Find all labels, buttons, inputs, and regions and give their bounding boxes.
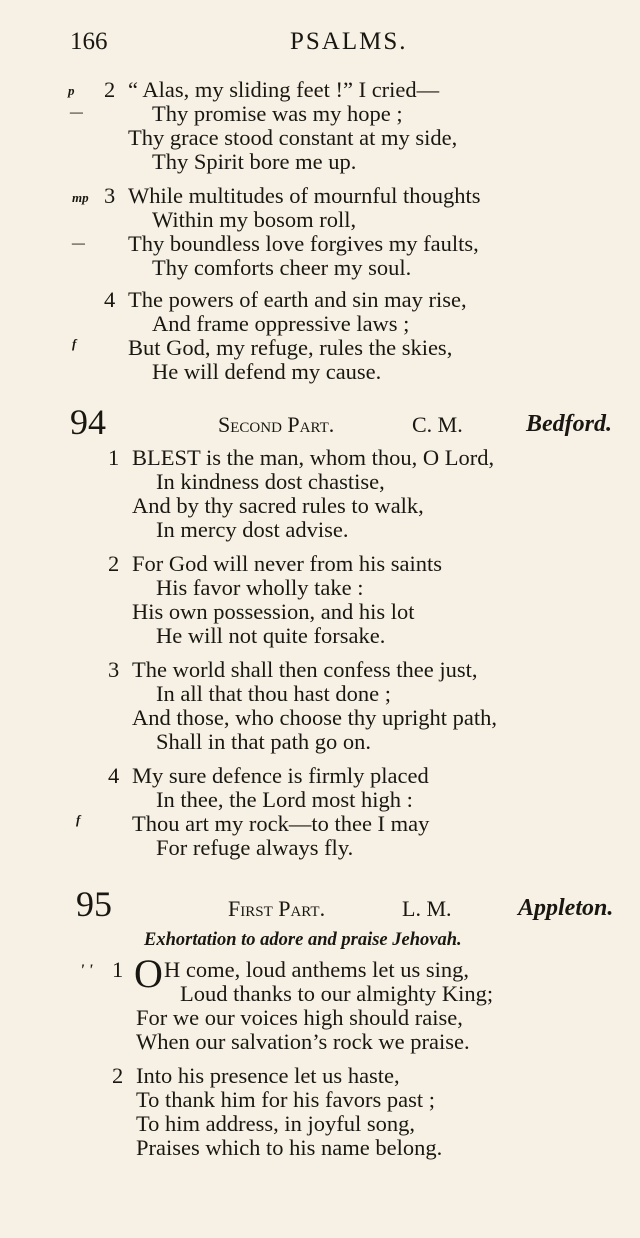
- stanza-number: 4: [104, 287, 116, 312]
- verse-line: When our salvation’s rock we praise.: [136, 1029, 470, 1054]
- verse-line: His own possession, and his lot: [132, 599, 415, 624]
- verse-line: Praises which to his name belong.: [136, 1135, 443, 1160]
- psalm-meter: L. M.: [402, 896, 452, 921]
- verse-line: Into his presence let us haste,: [136, 1063, 400, 1088]
- verse-line: Thou art my rock—to thee I may: [132, 811, 430, 836]
- dynamic-mark: ' ': [80, 962, 93, 979]
- stanza-number: 1: [108, 445, 120, 470]
- dynamic-mark-dash: —: [72, 235, 85, 250]
- verse-line: In mercy dost advise.: [156, 517, 349, 542]
- verse-line: Thy grace stood constant at my side,: [128, 125, 458, 150]
- stanza-number: 2: [112, 1063, 124, 1088]
- stanza-number: 3: [108, 657, 120, 682]
- dynamic-mark-dash: —: [70, 104, 83, 119]
- psalm-subtitle: Exhortation to adore and praise Jehovah.: [144, 930, 462, 950]
- verse-line: Loud thanks to our almighty King;: [180, 981, 494, 1006]
- verse-line: H come, loud anthems let us sing,: [164, 957, 469, 982]
- dynamic-mark-p: p: [68, 83, 75, 98]
- verse-line: BLEST is the man, whom thou, O Lord,: [132, 445, 495, 470]
- stanza-number: 2: [104, 77, 116, 102]
- verse-line: While multitudes of mournful thoughts: [128, 183, 481, 208]
- psalm-number: 94: [70, 402, 106, 442]
- page-number: 166: [70, 28, 108, 55]
- verse-line: Thy Spirit bore me up.: [152, 149, 357, 174]
- verse-line: To him address, in joyful song,: [136, 1111, 416, 1136]
- dynamic-mark-mp: mp: [72, 190, 89, 205]
- verse-line: “ Alas, my sliding feet !” I cried—: [128, 77, 440, 102]
- verse-line: He will defend my cause.: [152, 359, 382, 384]
- tune-name: Appleton.: [518, 895, 614, 921]
- verse-line: His favor wholly take :: [156, 575, 364, 600]
- stanza-number: 3: [104, 183, 116, 208]
- drop-cap: O: [134, 951, 163, 996]
- verse-line: In all that thou hast done ;: [156, 681, 391, 706]
- psalm-part: First Part.: [228, 896, 326, 921]
- verse-line: In thee, the Lord most high :: [156, 787, 413, 812]
- verse-line: But God, my refuge, rules the skies,: [128, 335, 453, 360]
- verse-line: The powers of earth and sin may rise,: [128, 287, 467, 312]
- verse-line: He will not quite forsake.: [156, 623, 386, 648]
- dynamic-mark-f: f: [76, 812, 81, 827]
- verse-line: To thank him for his favors past ;: [136, 1087, 436, 1112]
- verse-line: The world shall then confess thee just,: [132, 657, 478, 682]
- verse-line: And by thy sacred rules to walk,: [132, 493, 424, 518]
- verse-line: And frame oppressive laws ;: [152, 311, 410, 336]
- verse-line: For refuge always fly.: [156, 835, 354, 860]
- stanza-number: 4: [108, 763, 120, 788]
- dynamic-mark-f: f: [72, 336, 77, 351]
- verse-line: And those, who choose thy upright path,: [132, 705, 497, 730]
- running-title: PSALMS.: [290, 28, 408, 55]
- stanza-number: 1: [112, 957, 124, 982]
- verse-line: Thy boundless love forgives my faults,: [128, 231, 479, 256]
- verse-line: For God will never from his saints: [132, 551, 442, 576]
- page-header: [0, 28, 640, 58]
- psalm-meter: C. M.: [412, 412, 463, 437]
- verse-line: Shall in that path go on.: [156, 729, 371, 754]
- verse-line: In kindness dost chastise,: [156, 469, 385, 494]
- psalm-number: 95: [76, 884, 112, 924]
- psalm-part: Second Part.: [218, 412, 335, 437]
- verse-line: My sure defence is firmly placed: [132, 763, 429, 788]
- verse-line: For we our voices high should raise,: [136, 1005, 463, 1030]
- stanza-number: 2: [108, 551, 120, 576]
- tune-name: Bedford.: [526, 411, 612, 437]
- verse-line: Thy comforts cheer my soul.: [152, 255, 412, 280]
- verse-line: Within my bosom roll,: [152, 207, 357, 232]
- verse-line: Thy promise was my hope ;: [152, 101, 403, 126]
